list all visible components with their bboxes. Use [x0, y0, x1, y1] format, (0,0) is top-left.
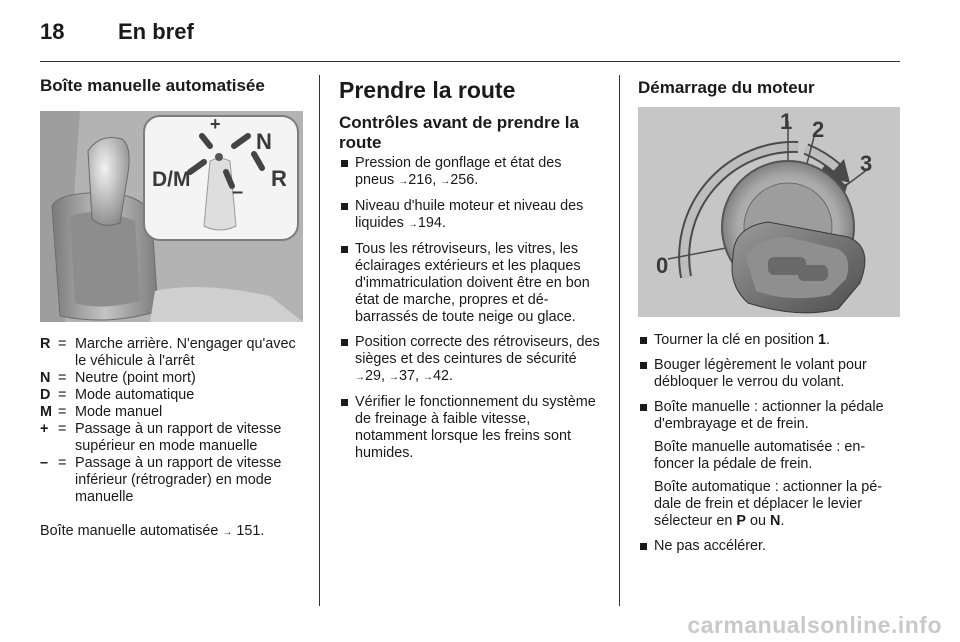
- reference-page[interactable]: 151.: [236, 523, 265, 539]
- selector-p: P: [736, 513, 747, 529]
- page-reference[interactable]: 29,: [365, 368, 390, 384]
- item-text: Boîte manuelle : actionner la pédale d'embrayage et de frein.: [654, 399, 884, 432]
- column-divider: [319, 75, 320, 606]
- heading-automated-gearbox: Boîte manuelle automatisée: [40, 76, 265, 95]
- column-getting-started: [339, 75, 604, 470]
- legend-equals: =: [58, 387, 67, 403]
- legend-text: Mode manuel: [75, 404, 163, 420]
- key-position: 1: [818, 332, 827, 348]
- legend-text: Neutre (point mort): [75, 370, 196, 386]
- legend-key: +: [40, 421, 49, 437]
- shift-legend: [40, 336, 303, 506]
- column-engine-start: [638, 75, 900, 563]
- list-item: [339, 334, 604, 386]
- cross-reference: [40, 523, 303, 541]
- column-divider: [619, 75, 620, 606]
- page-reference-arrow-icon[interactable]: [398, 172, 408, 188]
- position-2-label: 2: [812, 117, 825, 142]
- legend-key: D: [40, 387, 51, 403]
- page-reference-arrow-icon[interactable]: [222, 523, 232, 539]
- item-text: Ne pas accélérer.: [654, 538, 766, 554]
- legend-row: [40, 336, 303, 370]
- inset-n-label: N: [256, 129, 272, 154]
- list-item: [339, 394, 604, 462]
- page-reference[interactable]: 256.: [450, 172, 479, 188]
- list-item: [638, 332, 900, 349]
- legend-row: [40, 404, 303, 421]
- item-text: Boîte automatique : actionner la pédale de frein et déplacer le levier sélecteur en: [654, 479, 882, 529]
- legend-key: R: [40, 336, 51, 352]
- legend-row: [40, 455, 303, 506]
- legend-equals: =: [58, 421, 67, 437]
- legend-equals: =: [58, 370, 67, 386]
- page-reference-arrow-icon[interactable]: [355, 368, 365, 384]
- heading-demarrage: Démarrage du moteur: [638, 78, 815, 97]
- heading-prendre-la-route: Prendre la route: [339, 77, 516, 103]
- page-reference-arrow-icon[interactable]: [440, 172, 450, 188]
- item-text: Niveau d'huile moteur et niveau des liquides: [355, 198, 584, 231]
- gear-lever-drawing: [40, 111, 303, 322]
- inset-plus-label: +: [210, 114, 221, 134]
- legend-row: [40, 370, 303, 387]
- list-item: [638, 399, 900, 530]
- legend-text: Mode automatique: [75, 387, 195, 403]
- page-reference[interactable]: 194.: [417, 215, 446, 231]
- legend-text: Passage à un rapport de vitesse inférieur (rétrograder) en mode manuelle: [75, 455, 282, 505]
- position-0-label: 0: [656, 253, 669, 278]
- page-reference[interactable]: 37,: [399, 368, 424, 384]
- list-item: [339, 155, 604, 190]
- item-text: .: [780, 513, 785, 529]
- selector-n: N: [770, 513, 781, 529]
- page-reference-arrow-icon[interactable]: [423, 368, 433, 384]
- checks-list: [339, 155, 604, 462]
- section-title: En bref: [118, 19, 194, 44]
- list-item: [339, 198, 604, 233]
- page-reference-arrow-icon[interactable]: [408, 215, 418, 231]
- ignition-switch-illustration: [638, 107, 900, 317]
- legend-key: –: [40, 455, 49, 471]
- legend-equals: =: [58, 404, 67, 420]
- legend-key: N: [40, 370, 51, 386]
- list-item: [638, 357, 900, 391]
- shift-pattern-inset: [144, 114, 298, 240]
- start-steps-list: [638, 332, 900, 555]
- inset-minus-label: –: [232, 181, 244, 203]
- page-reference-arrow-icon[interactable]: [389, 368, 399, 384]
- item-text: Tous les rétroviseurs, les vitres, les éclairages extérieurs et les plaques d'immatriculation doivent être en bon état de marche, propres et débarrassés de toute neige ou glace.: [355, 241, 590, 325]
- legend-row: [40, 387, 303, 404]
- page-number: 18: [40, 19, 65, 44]
- item-text: .: [826, 332, 831, 348]
- position-1-label: 1: [780, 109, 793, 134]
- page-reference[interactable]: 42.: [433, 368, 454, 384]
- item-text: Bouger légèrement le volant pour débloquer le verrou du volant.: [654, 357, 867, 390]
- legend-key: M: [40, 404, 52, 420]
- reference-text: Boîte manuelle automatisée: [40, 523, 219, 539]
- item-text: Boîte manuelle automatisée : enfoncer la pédale de frein.: [654, 439, 866, 472]
- header-divider: [40, 61, 900, 62]
- inset-dm-label: D/M: [152, 168, 191, 191]
- legend-text: Marche arrière. N'engager qu'avec le véhicule à l'arrêt: [75, 336, 296, 369]
- item-text: Pression de gonflage et état des pneus: [355, 155, 562, 188]
- item-text: Tourner la clé en position: [654, 332, 818, 348]
- watermark: carmanualsonline.info: [687, 612, 942, 638]
- legend-text: Passage à un rapport de vitesse supérieur en mode manuelle: [75, 421, 282, 454]
- item-text-automatic: [654, 479, 900, 530]
- gear-lever-illustration: [40, 111, 303, 322]
- item-text: Position correcte des rétroviseurs, des sièges et des ceintures de sécurité: [355, 334, 600, 367]
- position-3-label: 3: [860, 151, 873, 176]
- legend-equals: =: [58, 336, 67, 352]
- legend-row: [40, 421, 303, 455]
- inset-r-label: R: [271, 166, 287, 191]
- list-item: [339, 241, 604, 326]
- legend-equals: =: [58, 455, 67, 471]
- heading-checks: Contrôles avant de prendre la route: [339, 113, 579, 152]
- ignition-drawing: [638, 107, 900, 317]
- page-reference[interactable]: 216,: [408, 172, 441, 188]
- item-text: ou: [746, 513, 771, 529]
- item-text: Vérifier le fonctionnement du système de freinage à faible vitesse, notamment lorsque les freins sont humides.: [355, 394, 596, 461]
- list-item: [638, 538, 900, 555]
- column-automated-gearbox: [40, 75, 303, 541]
